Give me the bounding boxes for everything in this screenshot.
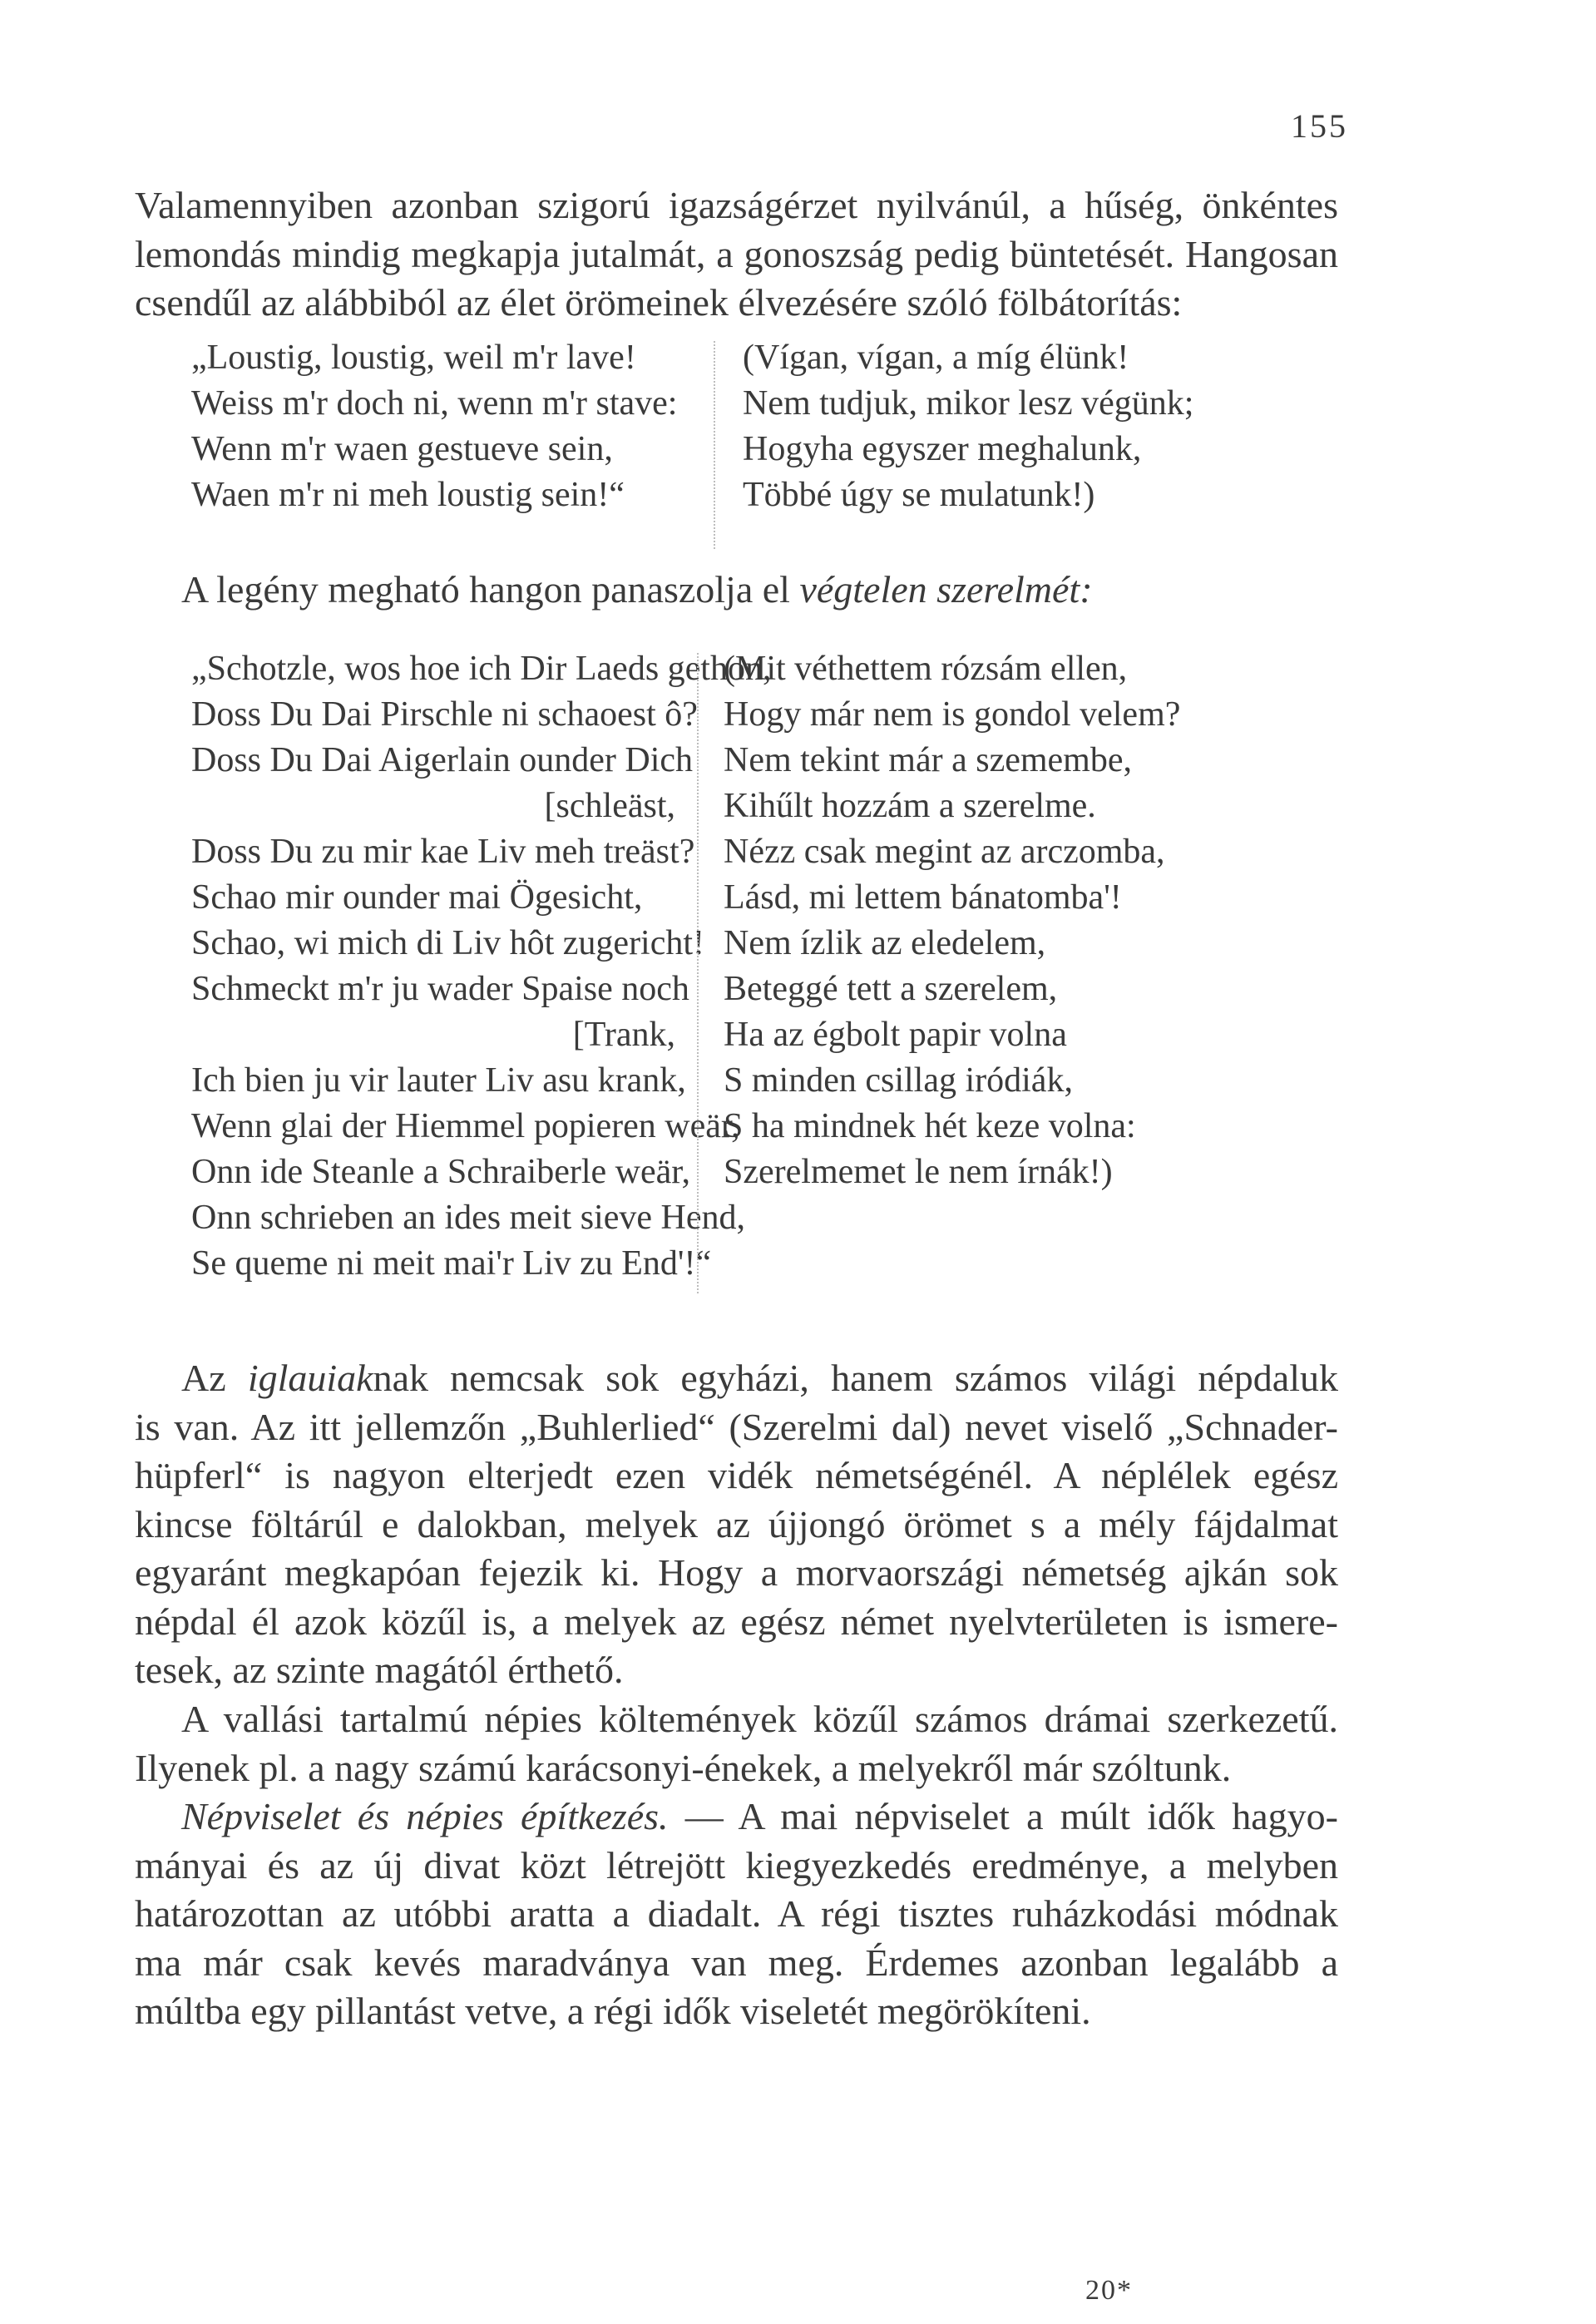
verse-line: Többé úgy se mulatunk!) [743,476,1095,514]
verse-line: Beteggé tett a szerelem, [724,970,1058,1008]
verse-line: Waen m'r ni meh loustig sein!“ [191,476,625,514]
verse-line: Schao, wi mich di Liv hôt zugericht! [191,924,705,962]
text-run: nak nemcsak sok egyházi, hanem számos világi népdaluk [373,1357,1338,1399]
text-line: is van. Az itt jellemzőn „Buhlerlied“ (Szerelmi dal) nevet viselő „Schnader- [135,1405,1338,1448]
verse-line: Nézz csak megint az arczomba, [724,833,1165,871]
text-line [135,1354,1338,1403]
text-line: egyaránt megkapóan fejezik ki. Hogy a morvaországi németség ajkán sok [135,1551,1338,1594]
verse-line: Nem ízlik az eledelem, [724,924,1046,962]
verse-line: Hogyha egyszer meghalunk, [743,430,1142,468]
column-divider [714,341,715,549]
verse-line: Wenn m'r waen gestueve sein, [191,430,613,468]
text-line: hüpferl“ is nagyon elterjedt ezen vidék németségénél. A néplélek egész [135,1454,1338,1496]
paragraph-folk-costume [135,1792,1338,2036]
verse-2-german [191,646,772,1287]
text-line: Valamennyiben azonban szigorú igazságérzet nyilvánúl, a hűség, önkéntes [135,184,1338,226]
verse-line: „Loustig, loustig, weil m'r lave! [191,339,636,377]
verse-line: Se queme ni meit mai'r Liv zu End'!“ [191,1244,712,1283]
verse-1-hungarian [743,335,1193,518]
text-run: Az [181,1357,248,1399]
verse-line: (Mit véthettem rózsám ellen, [724,650,1128,688]
paragraph-religious-poems [135,1695,1338,1792]
verse-line: [schleäst, [544,787,675,825]
verse-line: [Trank, [572,1016,675,1054]
verse-line: Nem tudjuk, mikor lesz végünk; [743,384,1194,423]
italic-term: iglauiak [247,1357,373,1399]
text-line: határozottan az utóbbi aratta a diadalt. A régi tisztes ruházkodási módnak [135,1892,1338,1935]
verse-line: S ha mindnek hét keze volna: [724,1107,1136,1145]
verse-line: Ha az égbolt papir volna [724,1016,1067,1054]
verse-line: Nem tekint már a szemembe, [724,741,1132,779]
section-heading-italic: Népviselet és népies építkezés. [181,1795,669,1837]
page-number: 155 [1291,107,1348,145]
verse-line: Lásd, mi lettem bánatomba'! [724,878,1122,917]
text-line: tesek, az szinte magától érthető. [135,1649,624,1691]
verse-2-hungarian [724,646,1180,1195]
lament-text: A legény megható hangon panaszolja el [181,568,800,611]
verse-line: Doss Du Dai Pirschle ni schaoest ô? [191,695,698,734]
column-divider [697,653,699,1293]
lament-italic: végtelen szerelmét: [799,568,1093,611]
verse-line: (Vígan, vígan, a míg élünk! [743,339,1129,377]
verse-line: Szerelmemet le nem írnák!) [724,1153,1113,1191]
signature-mark: 20* [1085,2275,1133,2306]
verse-line: S minden csillag iródiák, [724,1061,1073,1100]
verse-line: Doss Du Dai Aigerlain ounder Dich [191,741,694,779]
verse-line: Schao mir ounder mai Ögesicht, [191,878,643,917]
verse-line: Kihűlt hozzám a szerelme. [724,787,1096,825]
verse-line: „Schotzle, wos hoe ich Dir Laeds gethon, [191,650,772,688]
verse-line: Ich bien ju vir lauter Liv asu krank, [191,1061,686,1100]
verse-line: Onn schrieben an ides meit sieve Hend, [191,1199,745,1237]
paragraph-iglau-songs [135,1354,1338,1695]
text-line: csendűl az alábbiból az élet örömeinek élvezésére szóló fölbátorítás: [135,281,1183,324]
text-run: — A mai népviselet a múlt idők hagyo- [668,1795,1338,1837]
text-line: kincse föltárúl e dalokban, melyek az újjongó örömet s a mély fájdalmat [135,1502,1338,1545]
verse-line: Weiss m'r doch ni, wenn m'r stave: [191,384,678,423]
text-line: lemondás mindig megkapja jutalmát, a gonoszság pedig büntetését. Hangosan [135,232,1338,275]
text-line [135,1792,1338,1842]
verse-line: Schmeckt m'r ju wader Spaise noch [191,970,689,1008]
lament-line [135,566,1338,615]
verse-line: Onn ide Steanle a Schraiberle weär, [191,1153,691,1191]
text-line: mányai és az új divat közt létrejött kiegyezkedés eredménye, a melyben [135,1843,1338,1886]
text-line: népdal él azok közűl is, a melyek az egész német nyelvterületen is ismere- [135,1600,1338,1643]
text-line: múltba egy pillantást vetve, a régi idők viseletét megörökíteni. [135,1990,1091,2032]
intro-paragraph [135,181,1338,328]
verse-line: Hogy már nem is gondol velem? [724,695,1181,734]
verse-1-german [191,335,677,518]
verse-line: Wenn glai der Hiemmel popieren weär, [191,1107,740,1145]
verse-line: Doss Du zu mir kae Liv meh treäst? [191,833,695,871]
text-line: A vallási tartalmú népies költemények közűl számos drámai szerkezetű. [181,1698,1338,1740]
text-line: ma már csak kevés maradványa van meg. Érdemes azonban legalább a [135,1941,1338,1984]
text-line: Ilyenek pl. a nagy számú karácsonyi-énekek, a melyekről már szóltunk. [135,1746,1232,1789]
